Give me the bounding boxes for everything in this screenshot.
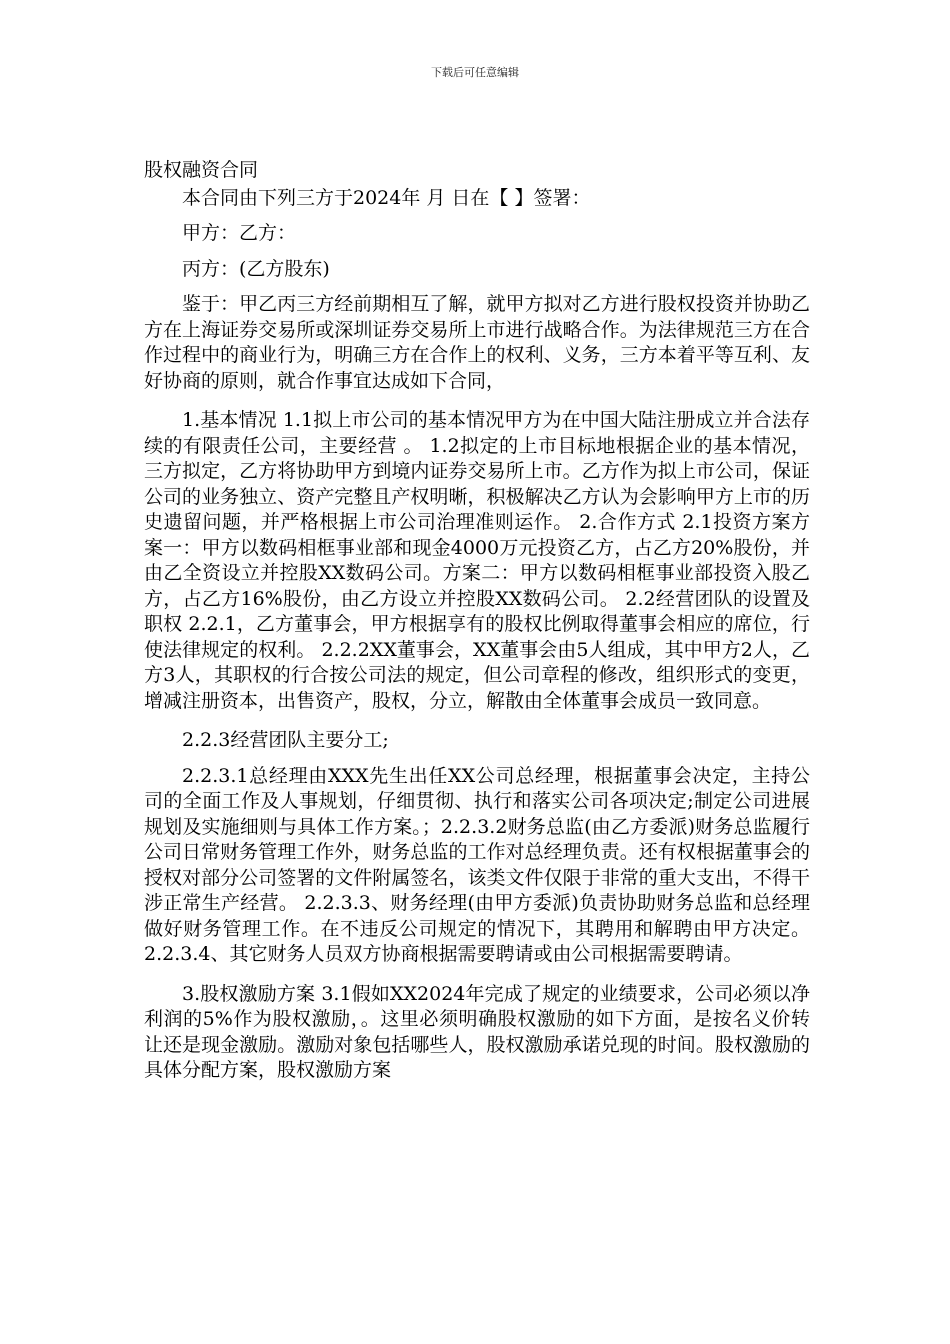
document-title: 股权融资合同 [144,159,259,181]
clause-2-2-3-heading: 2.2.3经营团队主要分工; [182,729,389,751]
document-body [144,158,810,1098]
clause-3-paragraph: 3.股权激励方案 3.1假如XX2024年完成了规定的业绩要求，公司必须以净利润的5%作为股权激励，。这里必须明确股权激励的如下方面，是按名义价转让还是现金激励。激励对象包括哪些人，股权激励承诺兑现的时间。股权激励的具体分配方案，股权激励方案 [144,982,810,1081]
party-c-line: 丙方：(乙方股东) [182,257,330,280]
clause-1-2-paragraph: 1.基本情况 1.1拟上市公司的基本情况甲方为在中国大陆注册成立并合法存续的有限责任公司，主要经营 。 1.2拟定的上市目标地根据企业的基本情况，三方拟定，乙方将协助甲方到境内证券交易所上市。乙方作为拟上市公司，保证公司的业务独立、资产完整且产权明晰，积极解决乙方认为会影响甲方上市的历史遗留问题，并严格根据上市公司治理准则运作。 2.合作方式 2.1投资方案方案一：甲方以数码相框事业部和现金4000万元投资乙方，占乙方20%股份，并由乙全资设立并控股XX数码公司。方案二：甲方以数码相框事业部投资入股乙方，占乙方16%股份，由乙方设立并控股XX数码公司。 2.2经营团队的设置及职权 2.2.1，乙方董事会，甲方根据享有的股权比例取得董事会相应的席位，行使法律规定的权利。 2.2.2XX董事会，XX董事会由5人组成，其中甲方2人，乙方3人，其职权的行合按公司法的规定，但公司章程的修改，组织形式的变更，增减注册资本，出售资产，股权，分立，解散由全体董事会成员一致同意。 [144,409,810,712]
party-a-b-line: 甲方：乙方： [182,222,297,244]
page-header-note: 下载后可任意编辑 [431,66,519,79]
recital-paragraph: 鉴于：甲乙丙三方经前期相互了解，就甲方拟对乙方进行股权投资并协助乙方在上海证券交易所或深圳证券交易所上市进行战略合作。为法律规范三方在合作过程中的商业行为，明确三方在合作上的权利、义务，三方本着平等互利、友好协商的原则，就合作事宜达成如下合同， [144,293,810,392]
clause-2-2-3-paragraph: 2.2.3.1总经理由XXX先生出任XX公司总经理，根据董事会决定，主持公司的全面工作及人事规划，仔细贯彻、执行和落实公司各项决定;制定公司进展规划及实施细则与具体工作方案。；2.2.3.2财务总监(由乙方委派)财务总监履行公司日常财务管理工作外，财务总监的工作对总经理负责。还有权根据董事会的授权对部分公司签署的文件附属签名，该类文件仅限于非常的重大支出，不得干涉正常生产经营。 2.2.3.3、财务经理(由甲方委派)负责协助财务总监和总经理做好财务管理工作。在不违反公司规定的情况下，其聘用和解聘由甲方决定。 2.2.3.4、其它财务人员双方协商根据需要聘请或由公司根据需要聘请。 [144,764,810,965]
signing-statement: 本合同由下列三方于2024年 月 日在【 】签署： [182,186,591,209]
